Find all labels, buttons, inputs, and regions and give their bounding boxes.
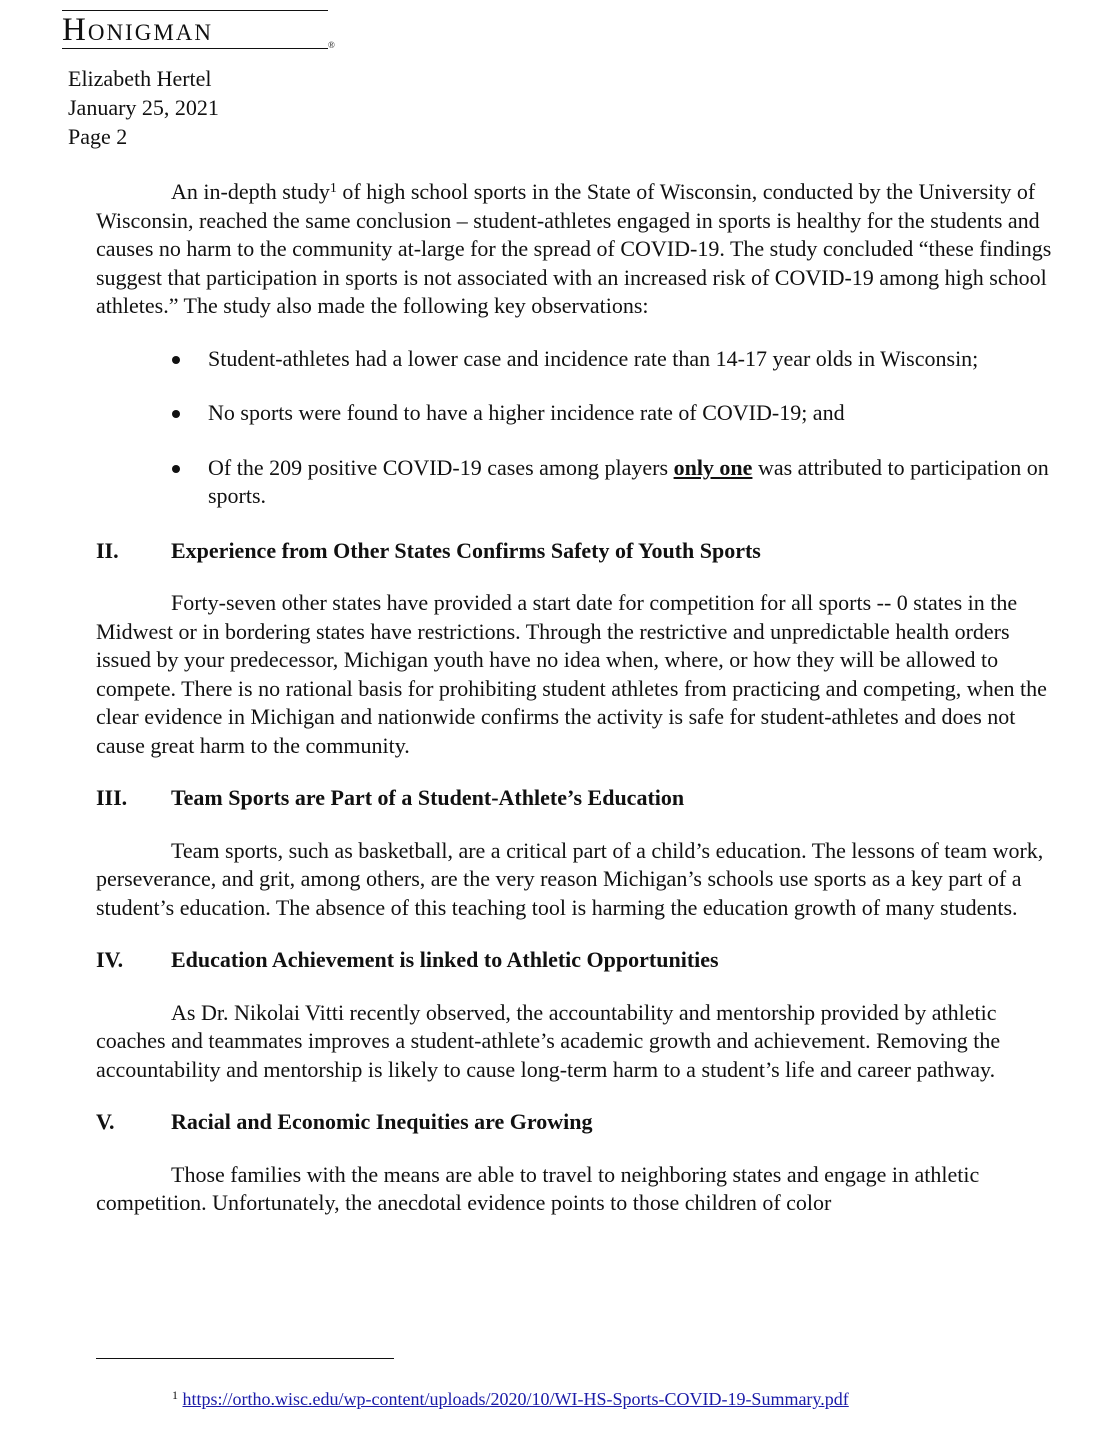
- observations-list: [96, 345, 1066, 511]
- intro-paragraph: [96, 178, 1066, 321]
- recipient-name: Elizabeth Hertel: [68, 66, 212, 91]
- section-title: Experience from Other States Confirms Safety of Youth Sports: [171, 537, 761, 563]
- bullet-icon: [172, 356, 180, 364]
- section-ii: [96, 537, 1066, 761]
- list-item-text: Student-athletes had a lower case and incidence rate than 14-17 year olds in Wisconsin;: [208, 345, 979, 371]
- registered-mark: ®: [328, 40, 335, 50]
- footnote-divider: [96, 1358, 394, 1359]
- section-title: Team Sports are Part of a Student-Athlete’s Education: [171, 785, 685, 810]
- intro-text-rest: of high school sports in the State of Wisconsin, conducted by the University of Wisconsin, reached the same conclusion – student-athletes engaged in sports is healthy for the students and causes no harm to the community at-large for the spread of COVID-19. The study concluded “these findings suggest that participation in sports is not associated with an increased risk of COVID-19 among high school athletes.” The study also made the following key observations:: [96, 179, 1052, 318]
- footnote-reference: 1: [329, 181, 337, 196]
- section-number: IV.: [96, 947, 124, 972]
- list-item: [96, 345, 1066, 374]
- bullet-icon: [172, 410, 180, 418]
- section-number: III.: [96, 785, 128, 810]
- list-item: [96, 454, 1066, 511]
- page-number: Page 2: [68, 124, 128, 149]
- section-iii: [96, 784, 1066, 922]
- section-number: V.: [96, 1109, 115, 1134]
- letter-date: January 25, 2021: [68, 95, 219, 120]
- section-paragraph: Forty-seven other states have provided a start date for competition for all sports -- 0 states in the Midwest or in bordering states have restrictions. Through the restrictive and unpredictable health orders issued by your predecessor, Michigan youth have no idea when, where, or how they will be allowed to compete. There is no rational basis for prohibiting student athletes from practicing and competing, when the clear evidence in Michigan and nationwide confirms the activity is safe for student-athletes and does not cause great harm to the community.: [96, 590, 1047, 758]
- list-item-text: was attributed to participation on sports.: [208, 454, 1049, 508]
- section-paragraph: Team sports, such as basketball, are a critical part of a child’s education. The lessons of team work, perseverance, and grit, among others, are the very reason Michigan’s schools use sports as a key part of a student’s education. The absence of this teaching tool is harming the education growth of many students.: [96, 837, 1044, 920]
- section-heading: [96, 1108, 1066, 1137]
- section-title: Education Achievement is linked to Athletic Opportunities: [171, 947, 719, 972]
- logo-text: Honigman: [62, 12, 213, 48]
- section-paragraph: As Dr. Nikolai Vitti recently observed, the accountability and mentorship provided by athletic coaches and teammates improves a student-athlete’s academic growth and achievement. Removing the accountability and mentorship is likely to cause long-term harm to a student’s life and career pathway.: [96, 999, 1001, 1082]
- footnote: [172, 1388, 849, 1410]
- section-heading: [96, 946, 1066, 975]
- emphasized-text: only one: [673, 454, 753, 480]
- intro-text-start: An in-depth study: [171, 179, 330, 204]
- list-item-text: No sports were found to have a higher incidence rate of COVID-19; and: [208, 400, 845, 425]
- footnote-link[interactable]: https://ortho.wisc.edu/wp-content/uploads/2020/10/WI-HS-Sports-COVID-19-Summary.pdf: [182, 1389, 849, 1409]
- section-iv: [96, 946, 1066, 1084]
- section-heading: [96, 537, 1066, 566]
- list-item-text: Of the 209 positive COVID-19 cases among players: [208, 454, 674, 480]
- section-v: [96, 1108, 1066, 1218]
- section-heading: [96, 784, 1066, 813]
- section-number: II.: [96, 537, 119, 563]
- letter-header: [68, 64, 219, 151]
- list-item: [96, 399, 1066, 428]
- footnote-number: 1: [172, 1388, 178, 1402]
- section-title: Racial and Economic Inequities are Growing: [171, 1109, 593, 1134]
- bullet-icon: [172, 465, 180, 473]
- section-paragraph: Those families with the means are able to travel to neighboring states and engage in athletic competition. Unfortunately, the anecdotal evidence points to those children of color: [96, 1161, 980, 1215]
- company-logo: [62, 10, 328, 49]
- letter-body: [96, 178, 1066, 1218]
